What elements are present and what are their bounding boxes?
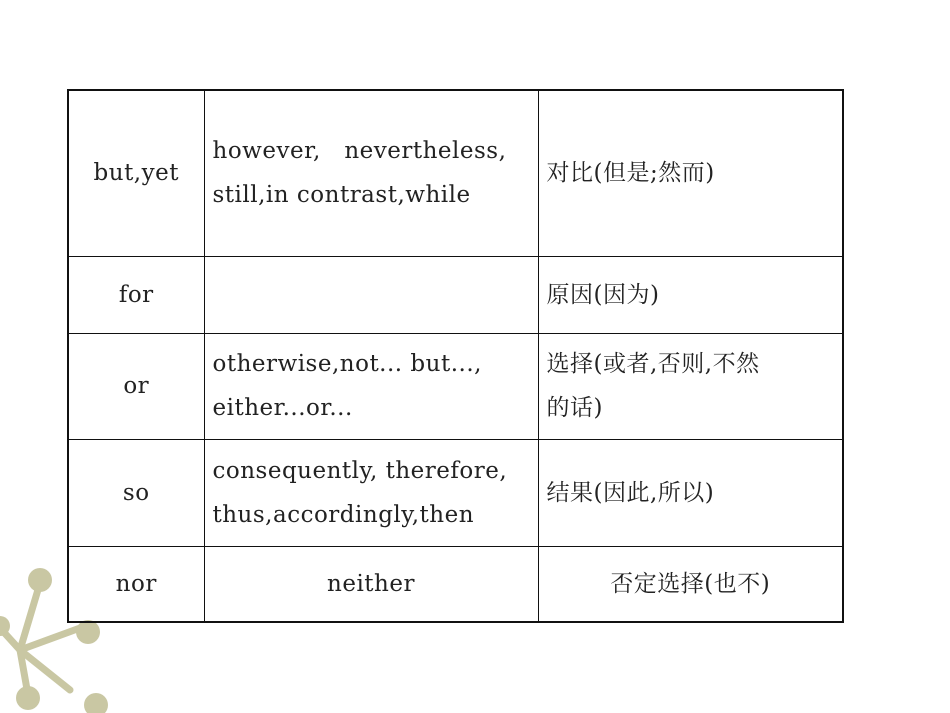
meaning-line: 结果(因此,所以)	[546, 479, 715, 506]
meaning-line: 原因(因为)	[546, 281, 660, 308]
meaning-line: 选择(或者,否则,不然	[546, 351, 760, 377]
meaning-cell	[538, 333, 843, 439]
adverbs-cell-empty	[204, 256, 538, 333]
adverbs-cell	[204, 90, 538, 256]
adverbs-line: either...or...	[212, 395, 353, 421]
adverbs-line: still,in contrast,while	[212, 182, 471, 209]
adverbs-line: consequently, therefore,	[212, 457, 508, 484]
meaning-line: 否定选择(也不)	[610, 570, 771, 597]
conjunction-cell: for	[68, 256, 204, 333]
adverbs-line: otherwise,not... but...,	[212, 351, 482, 377]
meaning-line: 对比(但是;然而)	[546, 160, 715, 187]
meaning-cell	[538, 256, 843, 333]
adverbs-line: however, nevertheless,	[212, 138, 507, 165]
adverbs-line: neither	[327, 570, 415, 597]
conjunction-cell: or	[68, 333, 204, 439]
table-row	[68, 90, 843, 256]
table-row	[68, 256, 843, 333]
conjunction-cell: nor	[68, 546, 204, 622]
adverbs-cell	[204, 546, 538, 622]
table-row	[68, 439, 843, 546]
table-row	[68, 333, 843, 439]
adverbs-cell	[204, 333, 538, 439]
meaning-cell	[538, 546, 843, 622]
table-row	[68, 546, 843, 622]
adverbs-cell	[204, 439, 538, 546]
meaning-cell	[538, 90, 843, 256]
adverbs-line: thus,accordingly,then	[212, 501, 475, 528]
meaning-line: 的话)	[546, 395, 603, 421]
meaning-cell	[538, 439, 843, 546]
conjunction-cell: but,yet	[68, 90, 204, 256]
conjunction-cell: so	[68, 439, 204, 546]
conjunction-table	[67, 89, 844, 623]
